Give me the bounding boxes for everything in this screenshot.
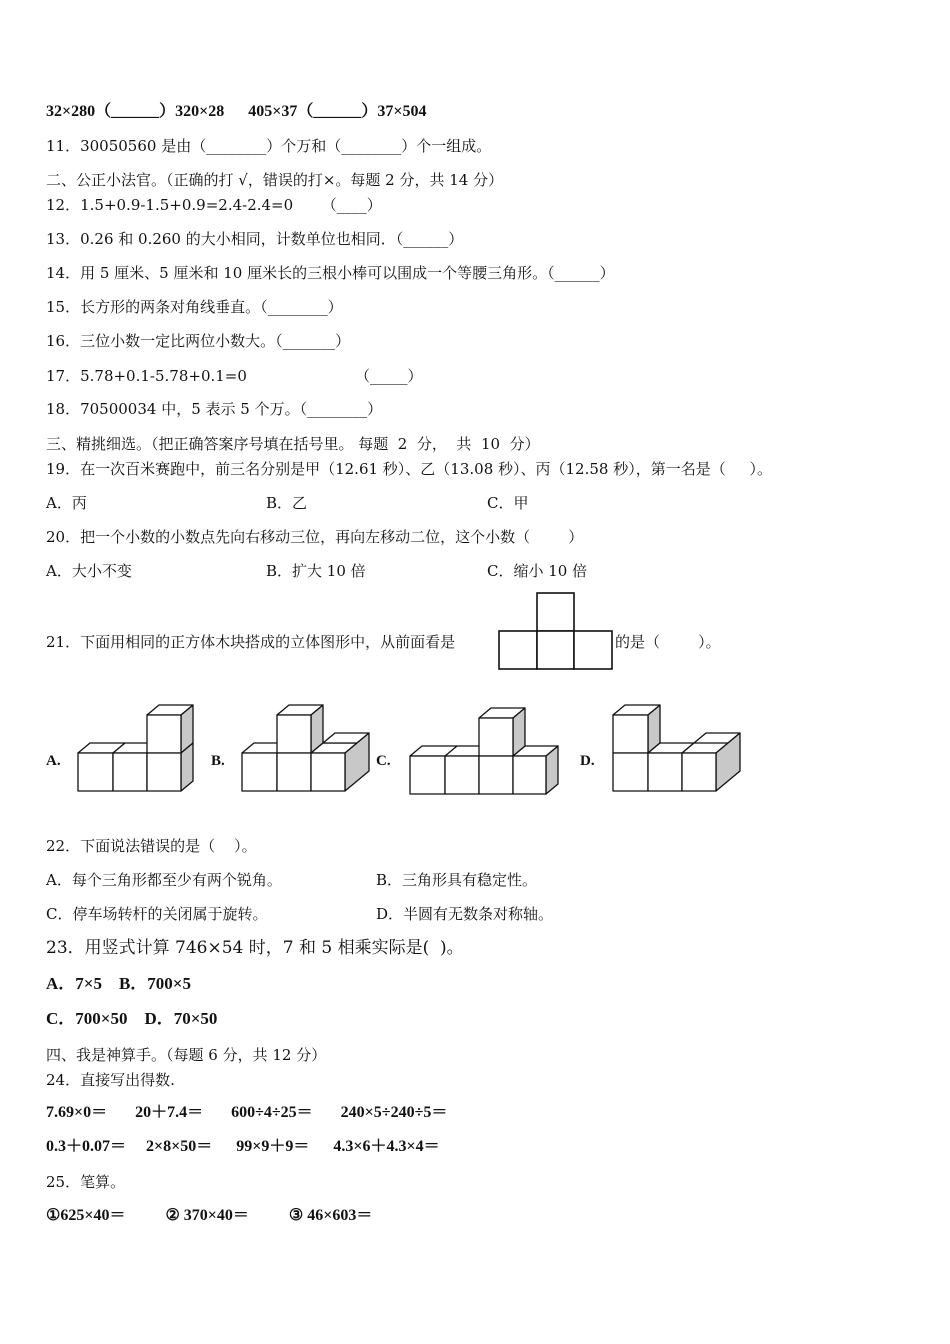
question-22: 22．下面说法错误的是（ ）。 [46, 837, 257, 855]
question-15: 15．长方形的两条对角线垂直。（________） [46, 298, 343, 316]
question-21-tail: 的是（ ）。 [615, 633, 721, 651]
section-2-title: 二、公正小法官。（正确的打 √，错误的打×。每题 2 分，共 14 分） [46, 171, 504, 189]
q21-option-a-label: A. [46, 753, 61, 769]
q22-option-b: B．三角形具有稳定性。 [376, 871, 538, 889]
q21-option-b-figure [242, 703, 382, 803]
q22-option-c: C．停车场转杆的关闭属于旋转。 [46, 905, 268, 923]
question-25: 25．笔算。 [46, 1173, 126, 1191]
q19-option-a: A．丙 [46, 494, 87, 512]
q20-option-b: B．扩大 10 倍 [266, 562, 366, 580]
compare-line: 32×280（______）320×28 405×37（______）37×504 [46, 103, 427, 120]
q21-option-a-figure [78, 703, 218, 803]
q19-option-c: C．甲 [487, 494, 529, 512]
q22-option-a: A．每个三角形都至少有两个锐角。 [46, 871, 282, 889]
q24-row-1: 7.69×0＝ 20＋7.4＝ 600÷4÷25＝ 240×5÷240÷5＝ [46, 1104, 448, 1121]
question-24: 24．直接写出得数. [46, 1071, 175, 1089]
q21-option-b-label: B. [211, 753, 225, 769]
q24-row-2: 0.3＋0.07＝ 2×8×50＝ 99×9＋9＝ 4.3×6＋4.3×4＝ [46, 1138, 440, 1155]
q22-option-d: D．半圆有无数条对称轴。 [376, 905, 554, 923]
front-view-figure [497, 592, 617, 672]
question-14: 14．用 5 厘米、5 厘米和 10 厘米长的三根小棒可以围成一个等腰三角形。（______） [46, 264, 615, 282]
question-19: 19．在一次百米赛跑中，前三名分别是甲（12.61 秒）、乙（13.08 秒）、丙（12.58 秒），第一名是（ ）。 [46, 460, 773, 478]
q21-option-d-label: D. [580, 753, 595, 769]
q23-options-cd: C．700×50 D．70×50 [46, 1009, 218, 1028]
q19-option-b: B．乙 [266, 494, 308, 512]
question-20: 20．把一个小数的小数点先向右移动三位，再向左移动二位，这个小数（ ） [46, 528, 584, 546]
q21-option-d-figure [613, 703, 753, 803]
q21-option-c-figure [410, 706, 570, 806]
q20-option-a: A．大小不变 [46, 562, 132, 580]
q23-options-ab: A．7×5 B．700×5 [46, 974, 191, 993]
question-23: 23．用竖式计算 746×54 时，7 和 5 相乘实际是( )。 [46, 938, 464, 958]
question-21-text: 21．下面用相同的正方体木块搭成的立体图形中，从前面看是 [46, 633, 456, 651]
section-4-title: 四、我是神算手。（每题 6 分，共 12 分） [46, 1046, 327, 1064]
question-17-blank: （_____） [355, 367, 423, 385]
question-17: 17．5.78+0.1-5.78+0.1=0 [46, 367, 247, 385]
question-13: 13．0.26 和 0.260 的大小相同，计数单位也相同．（______） [46, 230, 464, 248]
section-3-title: 三、精挑细选。（把正确答案序号填在括号里。 每题 2 分， 共 10 分） [46, 435, 540, 453]
question-16: 16．三位小数一定比两位小数大。（_______） [46, 332, 351, 350]
question-11: 11．30050560 是由（________）个万和（________）个一组成。 [46, 137, 492, 155]
q21-option-c-label: C. [376, 753, 391, 769]
q25-row: ①625×40＝ ② 370×40＝ ③ 46×603＝ [46, 1207, 373, 1224]
q20-option-c: C．缩小 10 倍 [487, 562, 588, 580]
question-18: 18．70500034 中，5 表示 5 个万。（________） [46, 400, 383, 418]
question-12: 12．1.5+0.9-1.5+0.9=2.4-2.4=0 （____） [46, 196, 382, 214]
